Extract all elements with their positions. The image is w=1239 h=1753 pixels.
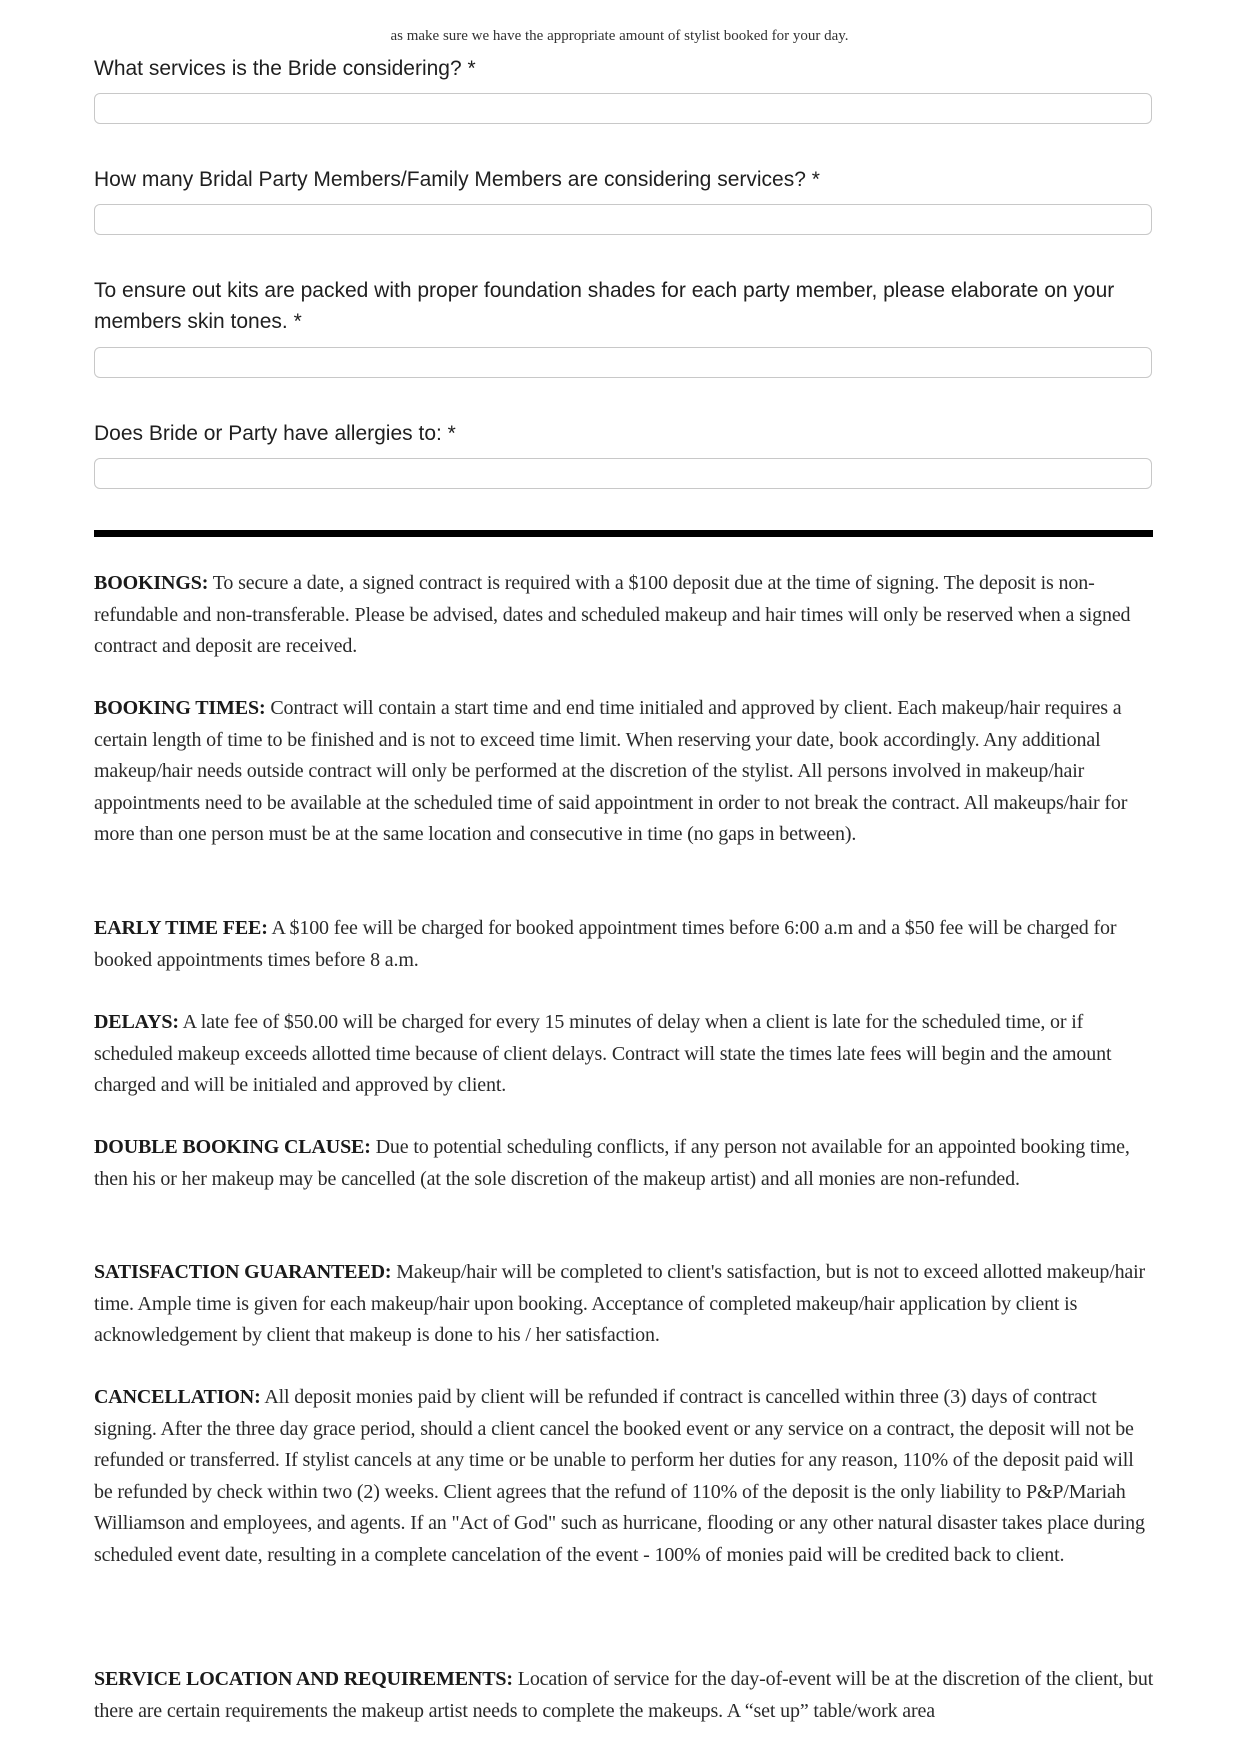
term-bookings [94,568,1156,663]
term-text: Contract will contain a start time and end time initialed and approved by client. Each makeup/hair requires a certain length of time to be finished and is not to exceed time limit. When reserving your date, book accordingly. Any additional makeup/hair needs outside contract will only be performed at the discretion of the stylist. All persons involved in makeup/hair appointments need to be available at the scheduled time of said appointment in order to not break the contract. All makeups/hair for more than one person must be at the same location and consecutive in time (no gaps in between). [94,697,1128,845]
term-booking-times [94,693,1156,851]
term-delays [94,1007,1156,1102]
term-heading: CANCELLATION: [94,1386,261,1408]
term-text: Location of service for the day-of-event will be at the discretion of the client, but there are certain requirements the makeup artist needs to complete the makeups. A “set up” table/work area [94,1668,1154,1722]
term-satisfaction [94,1257,1156,1352]
skin-tones-input[interactable] [94,347,1152,378]
top-note: as make sure we have the appropriate amount of stylist booked for your day. [390,28,849,44]
term-heading: BOOKINGS: [94,572,209,594]
question-bride-services-label: What services is the Bride considering? * [94,57,476,80]
term-heading: DOUBLE BOOKING CLAUSE: [94,1136,371,1158]
term-text: A late fee of $50.00 will be charged for every 15 minutes of delay when a client is late for the scheduled time, or if scheduled makeup exceeds allotted time because of client delays. Contract will state the times late fees will begin and the amount charged and will be initialed and approved by client. [94,1011,1112,1096]
term-heading: SATISFACTION GUARANTEED: [94,1261,392,1283]
party-members-input[interactable] [94,204,1152,235]
term-heading: DELAYS: [94,1011,179,1033]
question-skin-tones-label: To ensure out kits are packed with proper foundation shades for each party member, please elaborate on your members skin tones. * [94,279,1115,333]
term-text: A $100 fee will be charged for booked appointment times before 6:00 a.m and a $50 fee will be charged for booked appointments times before 8 a.m. [94,917,1117,971]
term-heading: BOOKING TIMES: [94,697,266,719]
term-heading: EARLY TIME FEE: [94,917,268,939]
bride-services-input[interactable] [94,93,1152,124]
term-heading: SERVICE LOCATION AND REQUIREMENTS: [94,1668,513,1690]
question-party-members-label: How many Bridal Party Members/Family Members are considering services? * [94,168,820,191]
allergies-input[interactable] [94,458,1152,489]
term-text: Due to potential scheduling conflicts, if any person not available for an appointed booking time, then his or her makeup may be cancelled (at the sole discretion of the makeup artist) and all monies are non-refunded. [94,1136,1130,1190]
term-text: To secure a date, a signed contract is required with a $100 deposit due at the time of signing. The deposit is non-refundable and non-transferable. Please be advised, dates and scheduled makeup and hair times will only be reserved when a signed contract and deposit are received. [94,572,1131,657]
section-divider [94,530,1153,537]
term-text: Makeup/hair will be completed to client's satisfaction, but is not to exceed allotted makeup/hair time. Ample time is given for each makeup/hair upon booking. Acceptance of completed makeup/hair application by client is acknowledgement by client that makeup is done to his / her satisfaction. [94,1261,1146,1346]
term-service-location [94,1664,1156,1727]
question-allergies-label: Does Bride or Party have allergies to: * [94,422,456,445]
term-early-time-fee [94,913,1156,976]
term-text: All deposit monies paid by client will be refunded if contract is cancelled within three (3) days of contract signing. After the three day grace period, should a client cancel the booked event or any service on a contract, the deposit will not be refunded or transferred. If stylist cancels at any time or be unable to perform her duties for any reason, 110% of the deposit paid will be refunded by check within two (2) weeks. Client agrees that the refund of 110% of the deposit is the only liability to P&P/Mariah Williamson and employees, and agents. If an "Act of God" such as hurricane, flooding or any other natural disaster takes place during scheduled event date, resulting in a complete cancelation of the event - 100% of monies paid will be credited back to client. [94,1386,1145,1566]
term-cancellation [94,1382,1156,1571]
term-double-booking [94,1132,1156,1195]
